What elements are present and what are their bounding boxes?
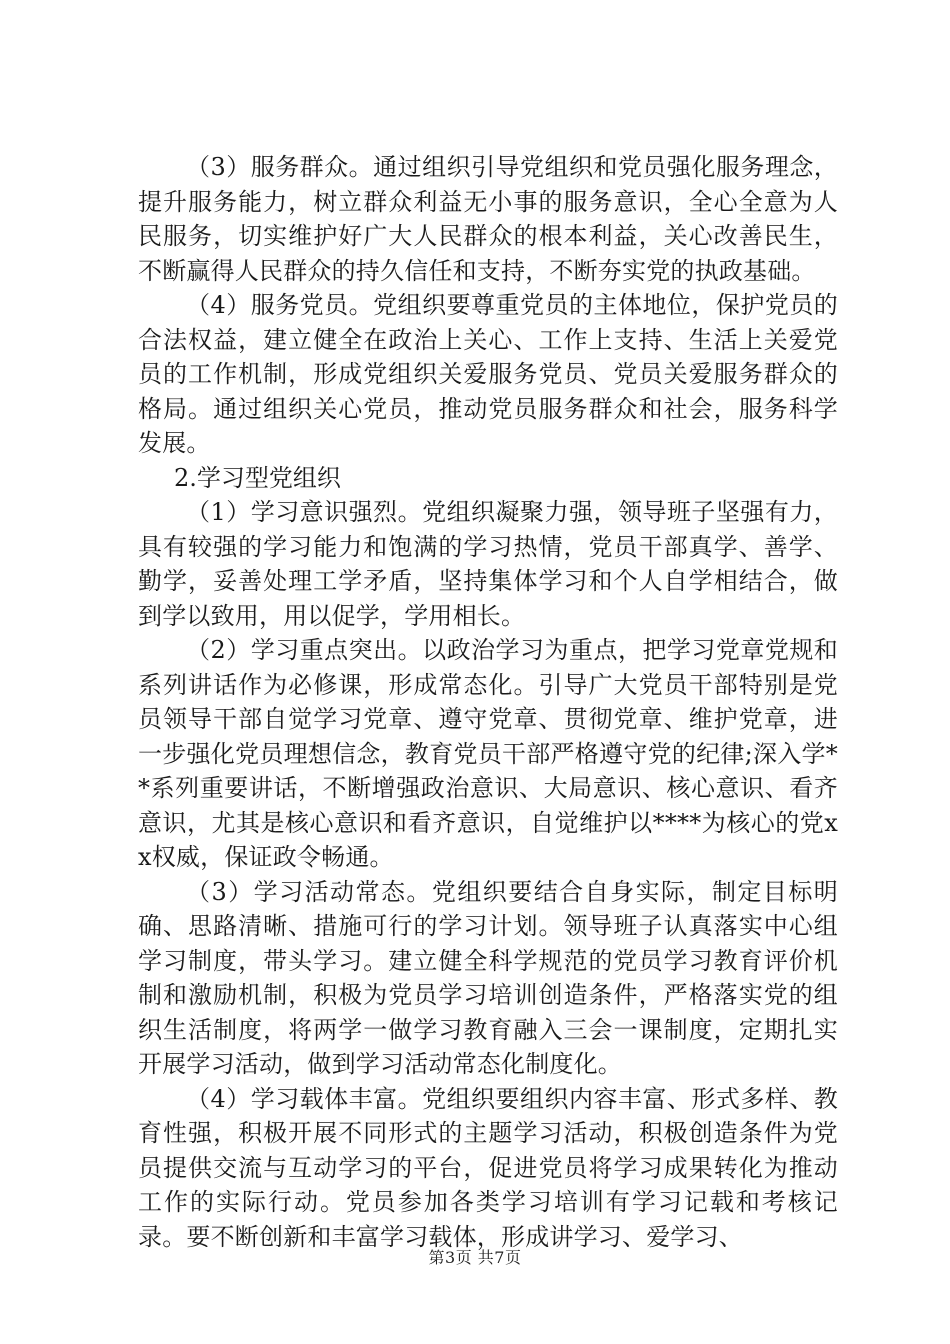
- paragraph-learning-focus: （2）学习重点突出。以政治学习为重点，把学习党章党规和系列讲话作为必修课，形成常态化。引导广大党员干部特别是党员领导干部自觉学习党章、遵守党章、贯彻党章、维护党章，进一步强化党员理想信念，教育党员干部严格遵守党的纪律;深入学**系列重要讲话，不断增强政治意识、大局意识、核心意识、看齐意识，尤其是核心意识和看齐意识，自觉维护以****为核心的党xx权威，保证政令畅通。: [138, 636, 838, 871]
- paragraph-serve-masses: （3）服务群众。通过组织引导党组织和党员强化服务理念，提升服务能力，树立群众利益无小事的服务意识，全心全意为人民服务，切实维护好广大人民群众的根本利益，关心改善民生，不断赢得人民群众的持久信任和支持，不断夯实党的执政基础。: [138, 153, 838, 285]
- section-heading-learning-party: 2.学习型党组织: [174, 463, 341, 492]
- paragraph-learning-carriers: （4）学习载体丰富。党组织要组织内容丰富、形式多样、教育性强，积极开展不同形式的主题学习活动，积极创造条件为党员提供交流与互动学习的平台，促进党员将学习成果转化为推动工作的实际行动。党员参加各类学习培训有学习记载和考核记录。要不断创新和丰富学习载体，形成讲学习、爱学习、: [138, 1084, 838, 1251]
- paragraph-learning-awareness: （1）学习意识强烈。党组织凝聚力强，领导班子坚强有力，具有较强的学习能力和饱满的学习热情，党员干部真学、善学、勤学，妥善处理工学矛盾，坚持集体学习和个人自学相结合，做到学以致用，用以促学，学用相长。: [138, 498, 838, 630]
- paragraph-serve-members: （4）服务党员。党组织要尊重党员的主体地位，保护党员的合法权益，建立健全在政治上关心、工作上支持、生活上关爱党员的工作机制，形成党组织关爱服务党员、党员关爱服务群众的格局。通过组织关心党员，推动党员服务群众和社会，服务科学发展。: [138, 291, 838, 457]
- document-body: [138, 150, 838, 1254]
- page-number-footer: 第3页 共7页: [428, 1248, 522, 1267]
- paragraph-learning-activities: （3）学习活动常态。党组织要结合自身实际，制定目标明确、思路清晰、措施可行的学习计划。领导班子认真落实中心组学习制度，带头学习。建立健全科学规范的党员学习教育评价机制和激励机制，积极为党员学习培训创造条件，严格落实党的组织生活制度，将两学一做学习教育融入三会一课制度，定期扎实开展学习活动，做到学习活动常态化制度化。: [138, 877, 838, 1078]
